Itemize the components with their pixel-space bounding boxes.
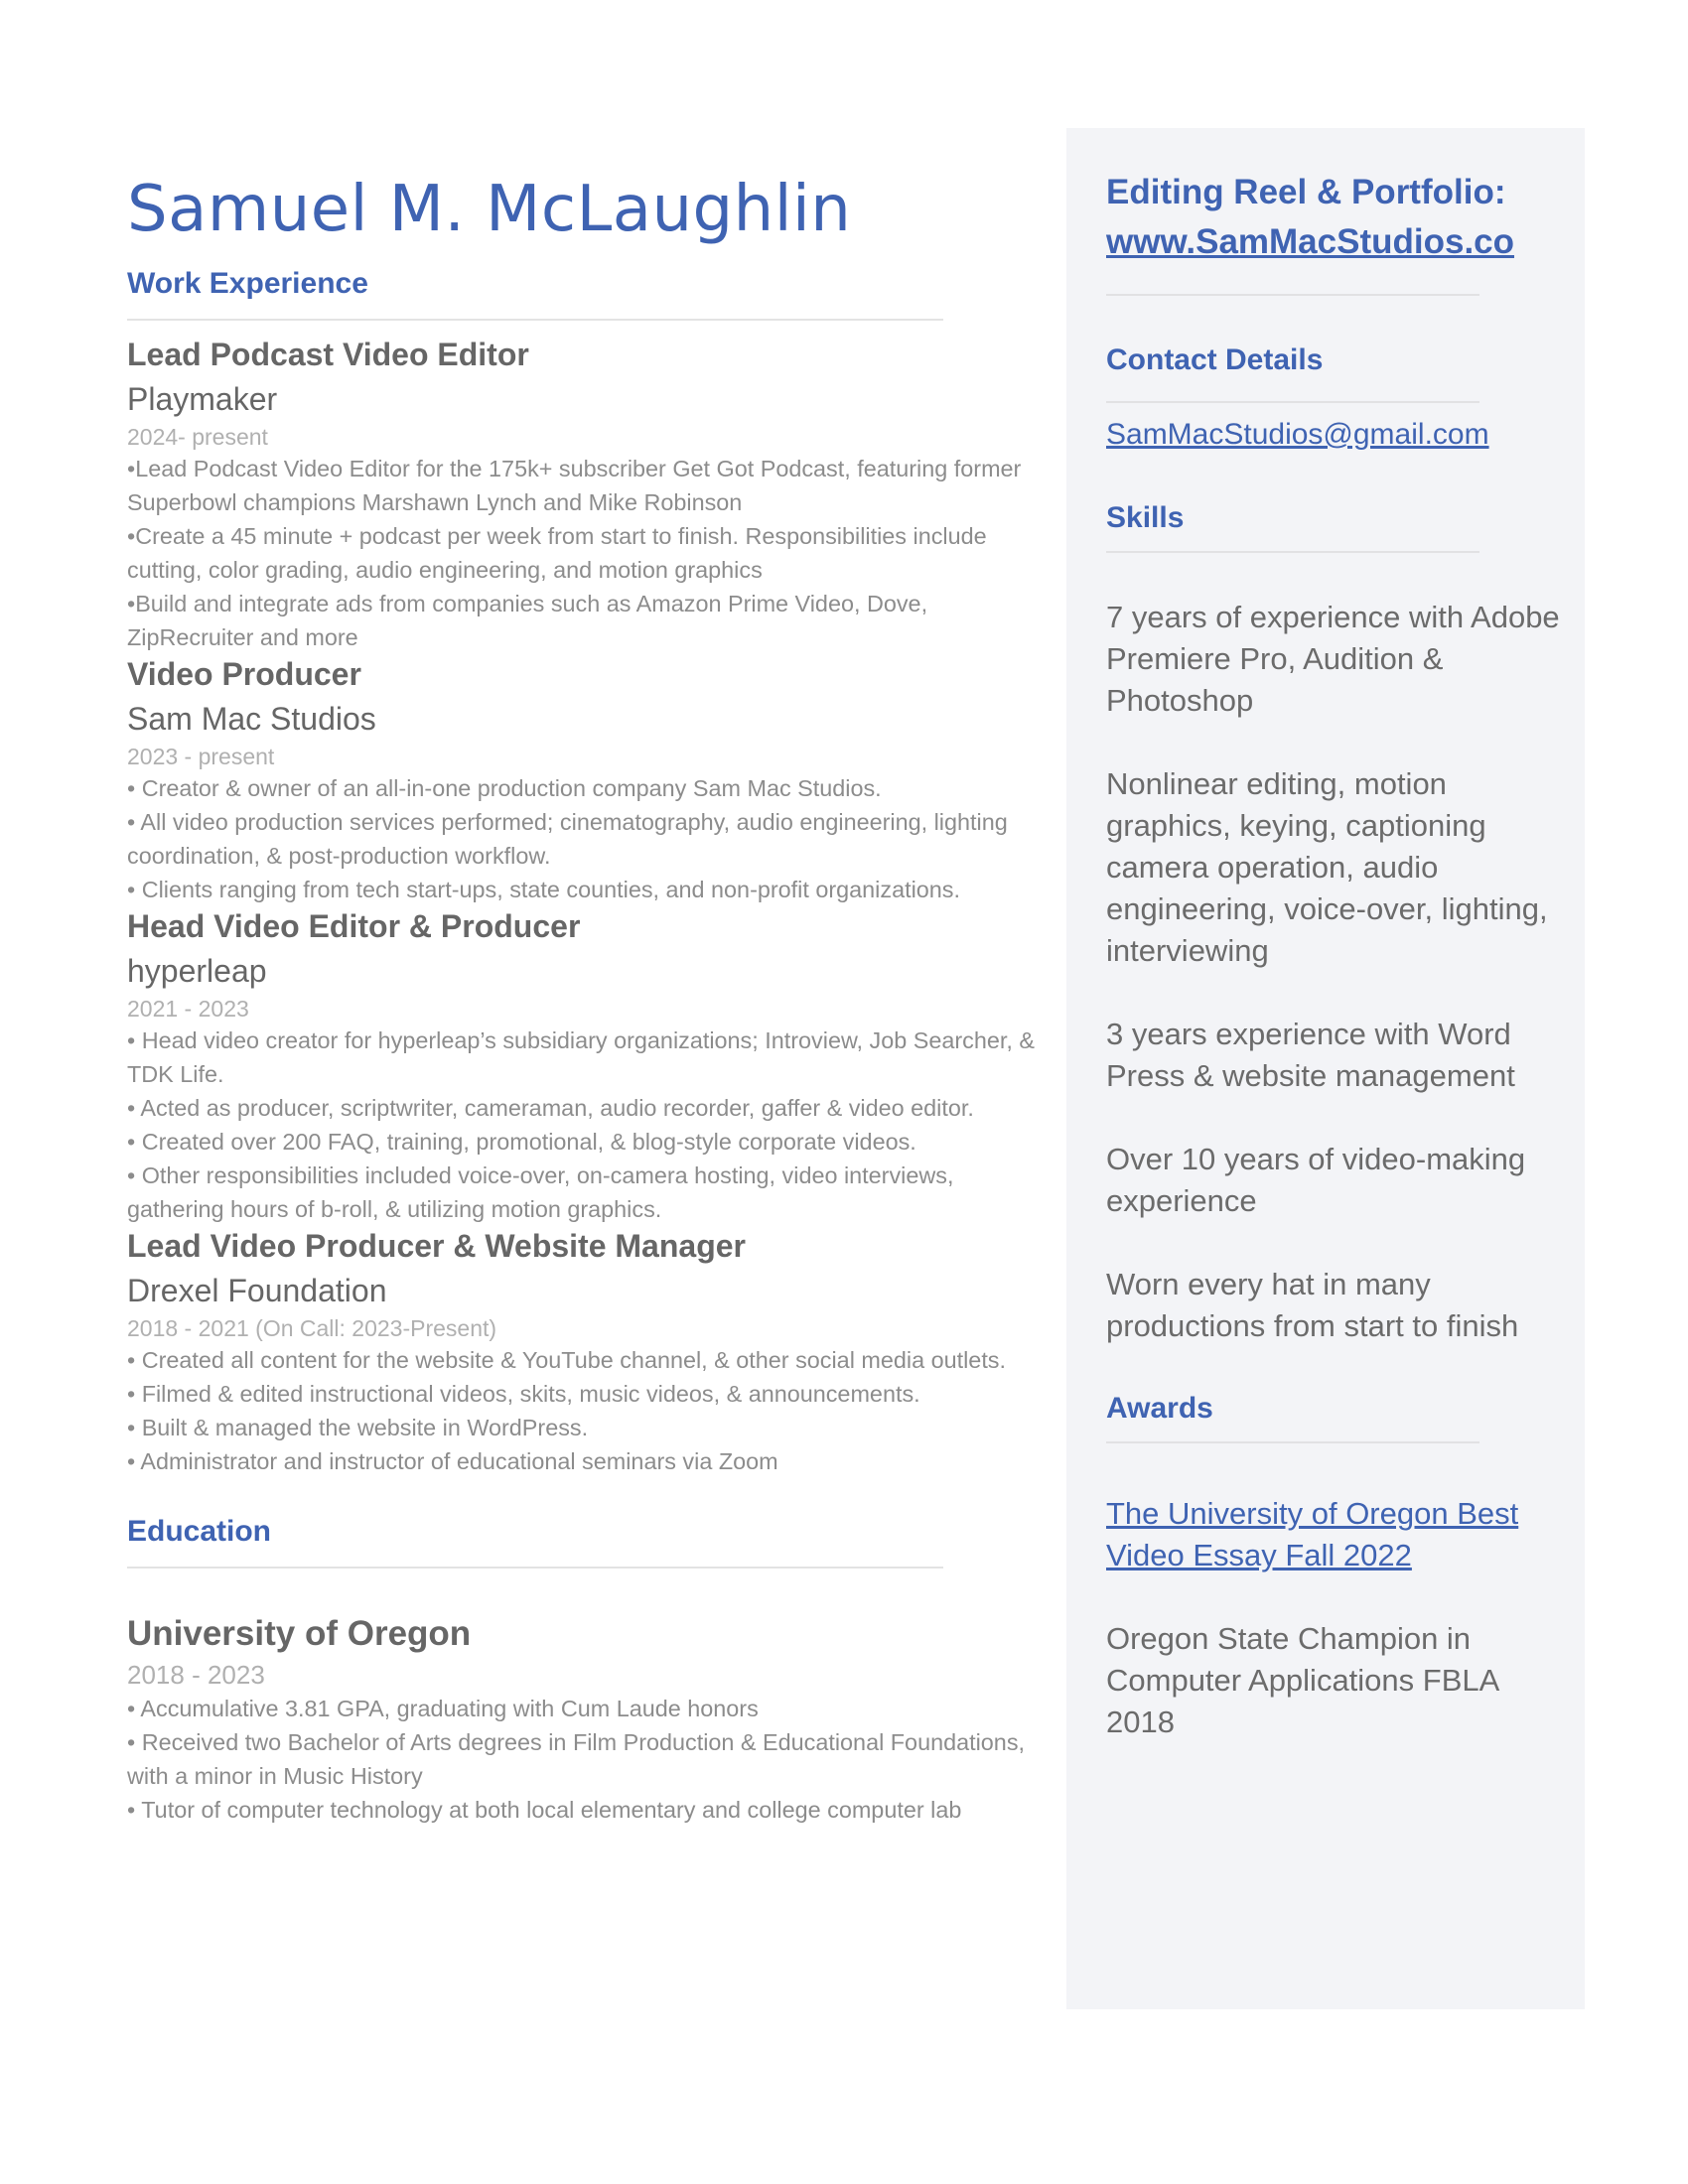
sidebar-divider (1106, 1441, 1479, 1443)
job-bullet: •Create a 45 minute + podcast per week from start to finish. Responsibilities include cutting, color grading, audio engineering, and motion graphics (127, 523, 987, 583)
job-bullet: • Administrator and instructor of educational seminars via Zoom (127, 1448, 778, 1474)
job-bullet: • Clients ranging from tech start-ups, state counties, and non-profit organizations. (127, 877, 960, 902)
email-link[interactable]: SamMacStudios@gmail.com (1106, 418, 1489, 451)
education-bullet: • Received two Bachelor of Arts degrees in Film Production & Educational Foundations, with a minor in Music History (127, 1729, 1026, 1789)
sidebar-divider (1106, 401, 1479, 403)
job-title: Head Video Editor & Producer (127, 908, 581, 944)
company-name: Sam Mac Studios (127, 701, 376, 737)
job-bullet: • Other responsibilities included voice-over, on-camera hosting, video interviews, gathering hours of b-roll, & utilizing motion graphics. (127, 1162, 954, 1222)
job-dates: 2018 - 2021 (On Call: 2023-Present) (127, 1315, 497, 1341)
job-bullet: • All video production services performed; cinematography, audio engineering, lighting coordination, & post-production workflow. (127, 809, 1008, 869)
company-name: hyperleap (127, 953, 267, 989)
job-bullets (127, 1024, 1041, 1226)
job-dates: 2024- present (127, 424, 268, 450)
award-item (1106, 1493, 1563, 1576)
award-link[interactable]: The University of Oregon Best Video Essay Fall 2022 (1106, 1496, 1519, 1572)
job-entry (127, 906, 1041, 1226)
main-column (127, 171, 1041, 1827)
contact-details-heading: Contact Details (1106, 343, 1324, 376)
job-bullet: • Created over 200 FAQ, training, promotional, & blog-style corporate videos. (127, 1129, 916, 1155)
education-heading: Education (127, 1515, 272, 1548)
education-bullet: • Tutor of computer technology at both local elementary and college computer lab (127, 1797, 962, 1823)
skill-item: Nonlinear editing, motion graphics, keying, captioning camera operation, audio engineering, voice-over, lighting, interviewing (1106, 766, 1548, 968)
sidebar-divider (1106, 551, 1479, 553)
sidebar-content (1106, 168, 1563, 1743)
job-entry (127, 1226, 1041, 1478)
job-bullet: • Built & managed the website in WordPress. (127, 1415, 589, 1440)
job-title: Lead Video Producer & Website Manager (127, 1228, 746, 1264)
job-bullet: • Created all content for the website & YouTube channel, & other social media outlets. (127, 1347, 1007, 1373)
sidebar (1066, 128, 1585, 2009)
job-bullet: • Filmed & edited instructional videos, skits, music videos, & announcements. (127, 1381, 920, 1407)
job-bullets (127, 452, 1041, 654)
skills-list (1106, 597, 1563, 1347)
job-bullet: • Creator & owner of an all-in-one production company Sam Mac Studios. (127, 775, 882, 801)
skill-item: Over 10 years of video-making experience (1106, 1142, 1526, 1218)
job-title: Video Producer (127, 656, 361, 692)
job-bullet: •Build and integrate ads from companies such as Amazon Prime Video, Dove, ZipRecruiter and more (127, 591, 928, 650)
skill-item: Worn every hat in many productions from start to finish (1106, 1267, 1519, 1343)
school-name: University of Oregon (127, 1614, 472, 1653)
portfolio-heading: Editing Reel & Portfolio: (1106, 173, 1506, 211)
portfolio-link[interactable]: www.SamMacStudios.co (1106, 222, 1515, 261)
company-name: Playmaker (127, 381, 278, 417)
job-title: Lead Podcast Video Editor (127, 337, 529, 372)
company-name: Drexel Foundation (127, 1273, 387, 1308)
job-dates: 2023 - present (127, 744, 275, 769)
job-entry (127, 335, 1041, 654)
education-entry (127, 1612, 1041, 1827)
section-divider (127, 1567, 943, 1569)
sidebar-divider (1106, 294, 1479, 296)
skills-heading: Skills (1106, 501, 1185, 534)
section-divider (127, 319, 943, 321)
education-bullet: • Accumulative 3.81 GPA, graduating with Cum Laude honors (127, 1696, 759, 1721)
job-dates: 2021 - 2023 (127, 996, 249, 1022)
education-bullets (127, 1692, 1041, 1827)
skill-item: 7 years of experience with Adobe Premiere Pro, Audition & Photoshop (1106, 600, 1560, 718)
job-bullets (127, 771, 1041, 906)
job-bullet: •Lead Podcast Video Editor for the 175k+ subscriber Get Got Podcast, featuring former Superbowl champions Marshawn Lynch and Mike Robinson (127, 456, 1022, 515)
job-entry (127, 654, 1041, 906)
education-dates: 2018 - 2023 (127, 1660, 265, 1690)
work-experience-heading: Work Experience (127, 267, 368, 300)
job-bullet: • Acted as producer, scriptwriter, cameraman, audio recorder, gaffer & video editor. (127, 1095, 974, 1121)
award-item: Oregon State Champion in Computer Applications FBLA 2018 (1106, 1621, 1498, 1739)
candidate-name: Samuel M. McLaughlin (127, 173, 852, 246)
job-bullet: • Head video creator for hyperleap’s subsidiary organizations; Introview, Job Searcher, & TDK Life. (127, 1027, 1035, 1087)
awards-list (1106, 1493, 1563, 1743)
awards-heading: Awards (1106, 1392, 1213, 1425)
skill-item: 3 years experience with Word Press & website management (1106, 1017, 1515, 1093)
job-bullets (127, 1343, 1041, 1478)
